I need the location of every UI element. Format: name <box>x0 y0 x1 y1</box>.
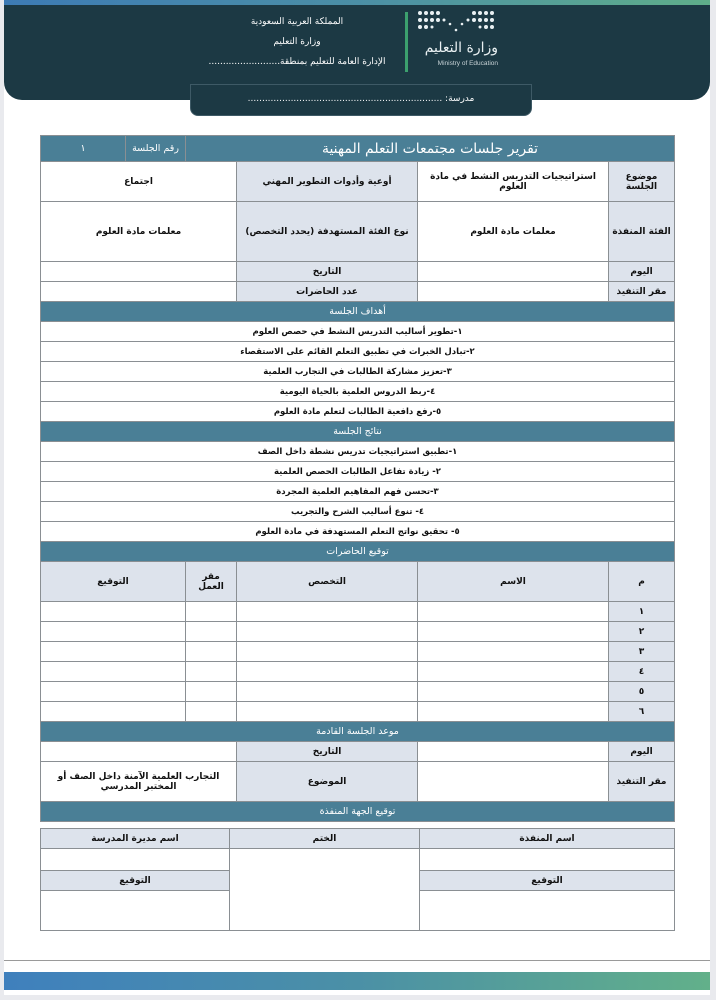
kingdom-text: المملكة العربية السعودية <box>250 17 344 27</box>
executor-signature-field[interactable] <box>420 891 675 931</box>
attendance-heading: توقيع الحاضرات <box>41 542 675 562</box>
attendance-header-row <box>41 562 675 602</box>
session-number-label: رقم الجلسة <box>126 136 186 162</box>
attendee-signature-cell[interactable] <box>41 702 186 722</box>
attendee-name-cell[interactable] <box>418 642 609 662</box>
goal-item-3[interactable]: ٣-تعزيز مشاركة الطالبات في التجارب العلمية <box>41 362 675 382</box>
school-name-field[interactable]: مدرسة: .................................................................... <box>190 84 532 116</box>
col-specialty: التخصص <box>237 562 418 602</box>
form-page <box>4 0 710 995</box>
session-number-value[interactable]: ١ <box>41 136 126 162</box>
topic-label: موضوع الجلسة <box>609 162 675 202</box>
attendee-row <box>41 682 675 702</box>
executor-sign-table <box>40 828 675 931</box>
goal-item <box>41 322 675 342</box>
logo-dots-icon <box>416 10 498 36</box>
executor-sign-heading: توقيع الجهة المنفذة <box>41 802 675 822</box>
executor-name-label: اسم المنفذة <box>420 829 675 849</box>
executor-signature-label: التوقيع <box>420 871 675 891</box>
goal-item-4[interactable]: ٤-ربط الدروس العلمية بالحياة اليومية <box>41 382 675 402</box>
goal-item <box>41 342 675 362</box>
attendee-row <box>41 702 675 722</box>
attendee-name-cell[interactable] <box>418 682 609 702</box>
goals-heading: أهداف الجلسة <box>41 302 675 322</box>
attendee-signature-cell[interactable] <box>41 642 186 662</box>
attendees-count-value[interactable] <box>41 282 237 302</box>
attendee-workplace-cell[interactable] <box>186 682 237 702</box>
results-heading: نتائج الجلسة <box>41 422 675 442</box>
attendee-name-cell[interactable] <box>418 622 609 642</box>
title-row <box>41 136 675 162</box>
date-label: التاريخ <box>237 262 418 282</box>
row-number: ٥ <box>609 682 675 702</box>
next-venue-value[interactable] <box>418 762 609 802</box>
result-item <box>41 522 675 542</box>
exec-group-value[interactable]: معلمات مادة العلوم <box>418 202 609 262</box>
attendee-row <box>41 642 675 662</box>
stamp-area[interactable] <box>230 849 420 931</box>
report-form-table <box>40 135 675 822</box>
administration-text: الإدارة العامة للتعليم بمنطقة......................... <box>208 57 386 67</box>
venue-value[interactable] <box>418 282 609 302</box>
result-item <box>41 442 675 462</box>
result-item <box>41 462 675 482</box>
ministry-logo <box>402 8 504 72</box>
attendee-workplace-cell[interactable] <box>186 642 237 662</box>
goal-item-5[interactable]: ٥-رفع دافعية الطالبات لتعلم مادة العلوم <box>41 402 675 422</box>
attendee-workplace-cell[interactable] <box>186 602 237 622</box>
attendee-name-cell[interactable] <box>418 702 609 722</box>
stamp-label: الختم <box>230 829 420 849</box>
attendee-name-cell[interactable] <box>418 662 609 682</box>
next-day-label: اليوم <box>609 742 675 762</box>
result-item <box>41 502 675 522</box>
attendee-row <box>41 622 675 642</box>
results-heading-row <box>41 422 675 442</box>
exec-group-row <box>41 202 675 262</box>
executor-name-field[interactable] <box>420 849 675 871</box>
attendee-specialty-cell[interactable] <box>237 622 418 642</box>
result-item <box>41 482 675 502</box>
ministry-text: وزارة التعليم <box>273 37 321 47</box>
executor-heading-row <box>41 802 675 822</box>
next-session-heading: موعد الجلسة القادمة <box>41 722 675 742</box>
attendee-name-cell[interactable] <box>418 602 609 622</box>
attendee-workplace-cell[interactable] <box>186 622 237 642</box>
attendee-specialty-cell[interactable] <box>237 602 418 622</box>
next-date-value[interactable] <box>41 742 237 762</box>
target-group-value[interactable]: معلمات مادة العلوم <box>41 202 237 262</box>
topic-row <box>41 162 675 202</box>
row-number: ٦ <box>609 702 675 722</box>
attendee-specialty-cell[interactable] <box>237 662 418 682</box>
goal-item <box>41 382 675 402</box>
attendee-workplace-cell[interactable] <box>186 702 237 722</box>
next-topic-label: الموضوع <box>237 762 418 802</box>
attendee-workplace-cell[interactable] <box>186 662 237 682</box>
attendee-signature-cell[interactable] <box>41 662 186 682</box>
day-date-row <box>41 262 675 282</box>
result-item-1[interactable]: ١-تطبيق استراتيجيات تدريس نشطة داخل الصف <box>41 442 675 462</box>
goal-item-2[interactable]: ٢-تبادل الخبرات في تطبيق التعلم القائم على الاستقصاء <box>41 342 675 362</box>
row-number: ٤ <box>609 662 675 682</box>
principal-signature-field[interactable] <box>41 891 230 931</box>
tools-label: أوعية وأدوات التطوير المهني <box>237 162 418 202</box>
result-item-4[interactable]: ٤- تنوع أساليب الشرح والتجريب <box>41 502 675 522</box>
next-session-heading-row <box>41 722 675 742</box>
attendee-specialty-cell[interactable] <box>237 702 418 722</box>
next-date-label: التاريخ <box>237 742 418 762</box>
tools-value[interactable]: اجتماع <box>41 162 237 202</box>
goal-item <box>41 402 675 422</box>
day-value[interactable] <box>418 262 609 282</box>
col-workplace: مقر العمل <box>186 562 237 602</box>
row-number: ١ <box>609 602 675 622</box>
logo-english-text: Ministry of Education <box>437 60 498 67</box>
next-venue-row <box>41 762 675 802</box>
attendee-signature-cell[interactable] <box>41 602 186 622</box>
principal-name-label: اسم مديرة المدرسة <box>41 829 230 849</box>
result-item-5[interactable]: ٥- تحقيق نواتج التعلم المستهدفة في مادة العلوم <box>41 522 675 542</box>
goal-item <box>41 362 675 382</box>
next-venue-label: مقر التنفيذ <box>609 762 675 802</box>
footer-gradient-bar <box>4 972 710 990</box>
attendee-row <box>41 602 675 622</box>
result-item-3[interactable]: ٣-تحسن فهم المفاهيم العلمية المجردة <box>41 482 675 502</box>
attendee-row <box>41 662 675 682</box>
col-signature: التوقيع <box>41 562 186 602</box>
col-name: الاسم <box>418 562 609 602</box>
logo-arabic-text: وزارة التعليم <box>424 40 498 56</box>
principal-name-field[interactable] <box>41 849 230 871</box>
day-label: اليوم <box>609 262 675 282</box>
date-value[interactable] <box>41 262 237 282</box>
next-day-value[interactable] <box>418 742 609 762</box>
attendees-count-label: عدد الحاضرات <box>237 282 418 302</box>
attendee-signature-cell[interactable] <box>41 682 186 702</box>
next-topic-value[interactable]: التجارب العلمية الآمنة داخل الصف أو المختبر المدرسي <box>41 762 237 802</box>
goals-heading-row <box>41 302 675 322</box>
principal-signature-label: التوقيع <box>41 871 230 891</box>
exec-group-label: الفئة المنفذة <box>609 202 675 262</box>
header-text-block <box>204 12 390 72</box>
row-number: ٢ <box>609 622 675 642</box>
target-group-label: نوع الفئة المستهدفة (يحدد التخصص) <box>237 202 418 262</box>
venue-label: مقر التنفيذ <box>609 282 675 302</box>
topic-value[interactable]: استراتيجيات التدريس النشط في مادة العلوم <box>418 162 609 202</box>
attendee-signature-cell[interactable] <box>41 622 186 642</box>
result-item-2[interactable]: ٢- زيادة تفاعل الطالبات الحصص العلمية <box>41 462 675 482</box>
col-number: م <box>609 562 675 602</box>
form-title: تقرير جلسات مجتمعات التعلم المهنية <box>186 136 675 162</box>
venue-row <box>41 282 675 302</box>
footer-divider <box>4 960 710 961</box>
row-number: ٣ <box>609 642 675 662</box>
next-day-row <box>41 742 675 762</box>
logo-divider <box>405 12 408 72</box>
attendee-specialty-cell[interactable] <box>237 642 418 662</box>
goal-item-1[interactable]: ١-تطوير أساليب التدريس النشط في حصص العلوم <box>41 322 675 342</box>
attendee-specialty-cell[interactable] <box>237 682 418 702</box>
attendance-heading-row <box>41 542 675 562</box>
